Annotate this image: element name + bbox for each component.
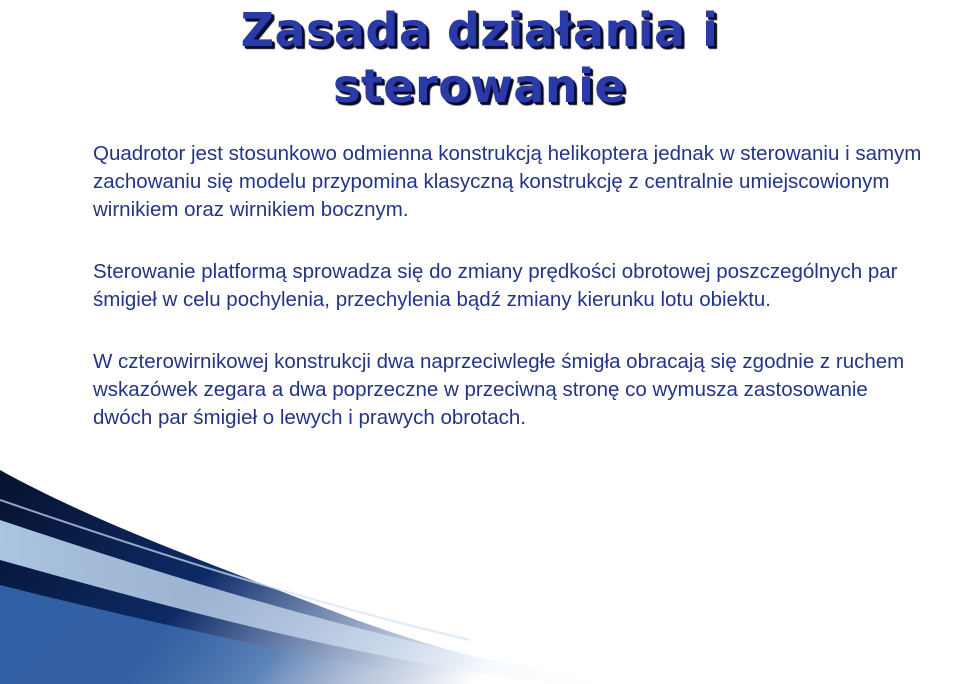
paragraph-2: Sterowanie platformą sprowadza się do zmiany prędkości obrotowej poszczególnych par śmigieł w celu pochylenia, przechylenia bądź zmiany kierunku lotu obiektu. (93, 260, 898, 311)
title-line-1: Zasada działania i (240, 3, 719, 57)
paragraph-3: W czterowirnikowej konstrukcji dwa naprzeciwległe śmigła obracają się zgodnie z ruchem wskazówek zegara a dwa poprzeczne w przeciwną stronę co wymusza zastosowanie dwóch par śmigieł o lewych i prawych obrotach. (93, 350, 905, 429)
page-title (0, 2, 959, 114)
paragraph-1: Quadrotor jest stosunkowo odmienna konstrukcją helikoptera jednak w sterowaniu i samym zachowaniu się modelu przypomina klasyczną konstrukcję z centralnie umiejscowionym wirnikiem oraz wirnikiem bocznym. (93, 142, 922, 221)
slide-body (93, 140, 923, 432)
title-line-2: sterowanie (332, 59, 627, 113)
